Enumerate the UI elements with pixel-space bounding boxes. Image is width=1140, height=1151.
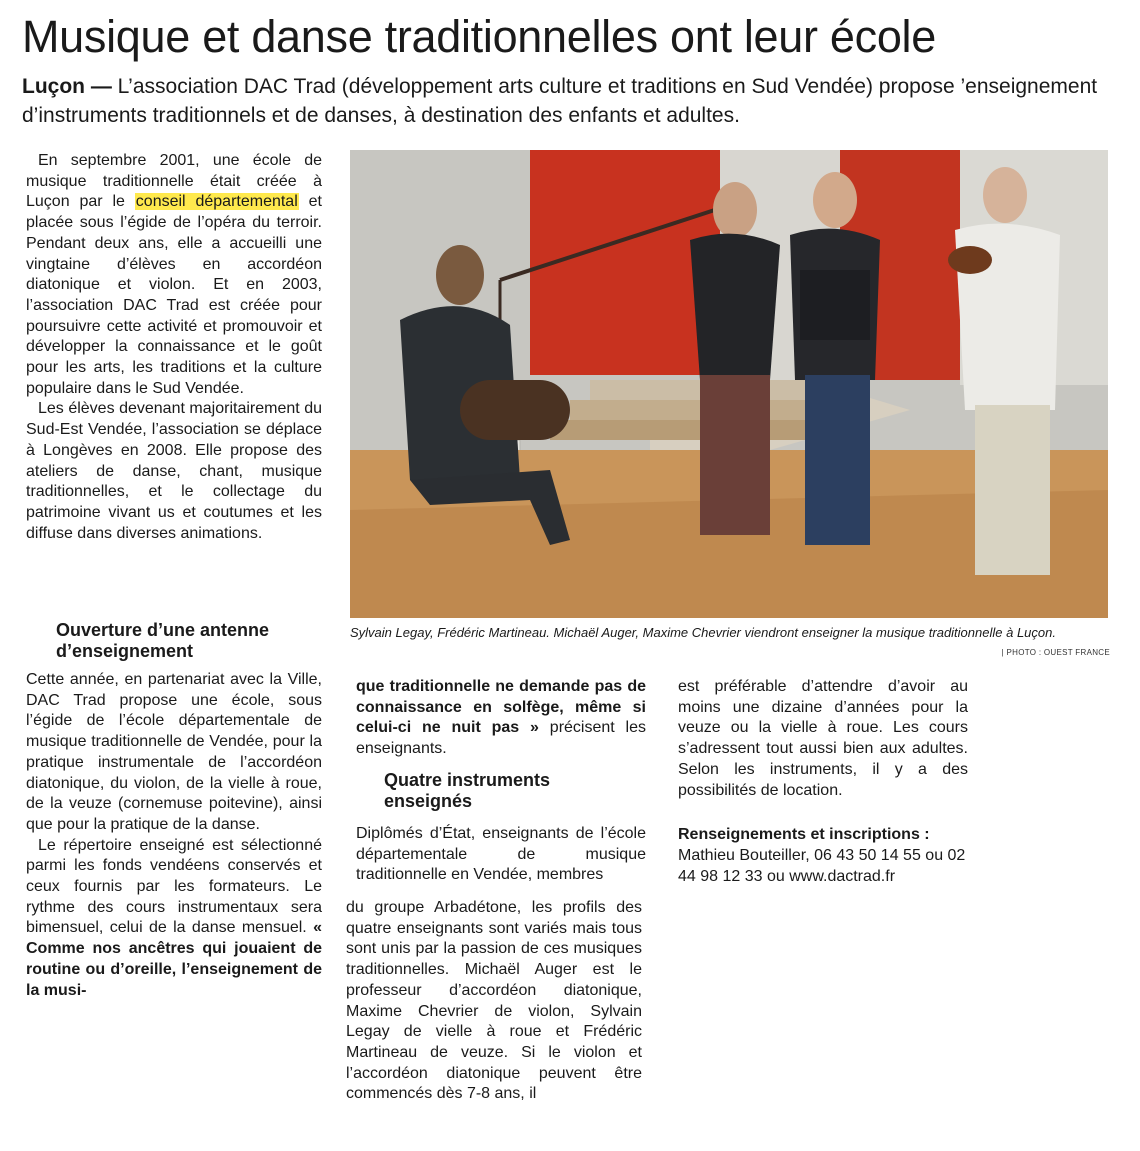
column-3-top — [678, 677, 968, 801]
photo-credit: | PHOTO : OUEST FRANCE — [1001, 648, 1110, 657]
col2-quote: que traditionnelle ne demande pas de connaissance en solfège, même si celui-ci ne nuit pas » — [356, 678, 646, 737]
lede-text: L’association DAC Trad (développement arts culture et traditions en Sud Vendée) propose ’enseignement d’instruments traditionnels et de danses, à destination des enfants et adultes. — [22, 75, 1098, 127]
column-1-bottom — [26, 670, 322, 1001]
lede-place: Luçon — — [22, 75, 112, 98]
col3-paragraph-1: est préférable d’attendre d’avoir au moins une dizaine d’années pour la veuze ou la vielle à roue. Les cours s’adressent tout aussi bien aux adultes. Selon les instruments, il y a des possibilités de location. — [678, 678, 968, 799]
col1-paragraph-1 — [26, 151, 322, 399]
col1-p1-text-a: En septembre 2001, une école de musique traditionnelle était créée à Luçon par le — [26, 152, 322, 211]
column-2-top — [356, 677, 646, 760]
col2-paragraph-2: Diplômés d’État, enseignants de l’école départementale de musique traditionnelle en Vendée, membres — [356, 825, 646, 884]
subhead-instruments: Quatre instruments enseignés — [384, 770, 551, 811]
article-photo — [350, 150, 1108, 618]
col1-paragraph-4 — [26, 836, 322, 1002]
photo-caption: Sylvain Legay, Frédéric Martineau. Michaël Auger, Maxime Chevrier viendront enseigner la musique traditionnelle à Luçon. — [350, 625, 1056, 640]
col2-paragraph-1 — [356, 677, 646, 760]
col2-p1-rest: précisent les enseignants. — [356, 719, 647, 758]
column-2-middle — [356, 824, 646, 886]
col1-p4-quote: « Comme nos ancêtres qui jouaient de routine ou d’oreille, l’enseignement de la musi- — [26, 919, 322, 999]
photo-illustration — [350, 150, 1108, 618]
highlighted-term: conseil départemental — [135, 193, 298, 211]
col2-paragraph-3: du groupe Arbadétone, les profils des quatre enseignants sont variés mais tous sont unis par la passion de ces musiques traditionnelles. Michaël Auger est le professeur d’accordéon diatonique, Maxime Chevrier de violon, Sylvain Legay de vielle à roue et Frédéric Martineau de veuze. Si le violon et l’accordéon diatonique peuvent être commencés dès 7-8 ans, il — [346, 899, 642, 1103]
column-2-bottom — [346, 898, 642, 1105]
subhead-antenne: Ouverture d’une antenne d’enseignement — [56, 620, 270, 661]
info-title: Renseignements et inscriptions : — [678, 826, 930, 843]
lede — [22, 72, 1122, 130]
col1-paragraph-2: Les élèves devenant majoritairement du Sud-Est Vendée, l’association se déplace à Longèves en 2008. Elle propose des ateliers de danse, chant, musique traditionnelles, et le collectage du patrimoine vivant us et coutumes et les diffuse dans diverses animations. — [26, 400, 322, 542]
headline: Musique et danse traditionnelles ont leur école — [22, 11, 936, 62]
column-1-top — [26, 151, 322, 544]
col1-p1-text-b: et placée sous l’égide de l’opéra du terroir. Pendant deux ans, elle a accueilli une vingtaine d’élèves en accordéon diatonique et violon. Et en 2003, l’association DAC Trad est créée pour poursuivre cette activité et promouvoir et développer la connaissance et le goût pour les arts, les traditions et la culture populaire dans le Sud Vendée. — [26, 193, 322, 397]
info-body: Mathieu Bouteiller, 06 43 50 14 55 ou 02 44 98 12 33 ou www.dactrad.fr — [678, 847, 966, 885]
col1-p4-text: Le répertoire enseigné est sélectionné parmi les fonds vendéens conservés et ceux fournis par les formateurs. Le rythme des cours instrumentaux sera bimensuel, celui de la danse mensuel. — [26, 836, 322, 937]
col1-paragraph-3: Cette année, en partenariat avec la Ville, DAC Trad propose une école, sous l’égide de l’école départementale de musique traditionnelle de Vendée, pour la pratique instrumentale de l’accordéon diatonique, du violon, de la vielle à roue, de la veuze (cornemuse poitevine), ainsi que pour la pratique de la danse. — [26, 671, 322, 833]
